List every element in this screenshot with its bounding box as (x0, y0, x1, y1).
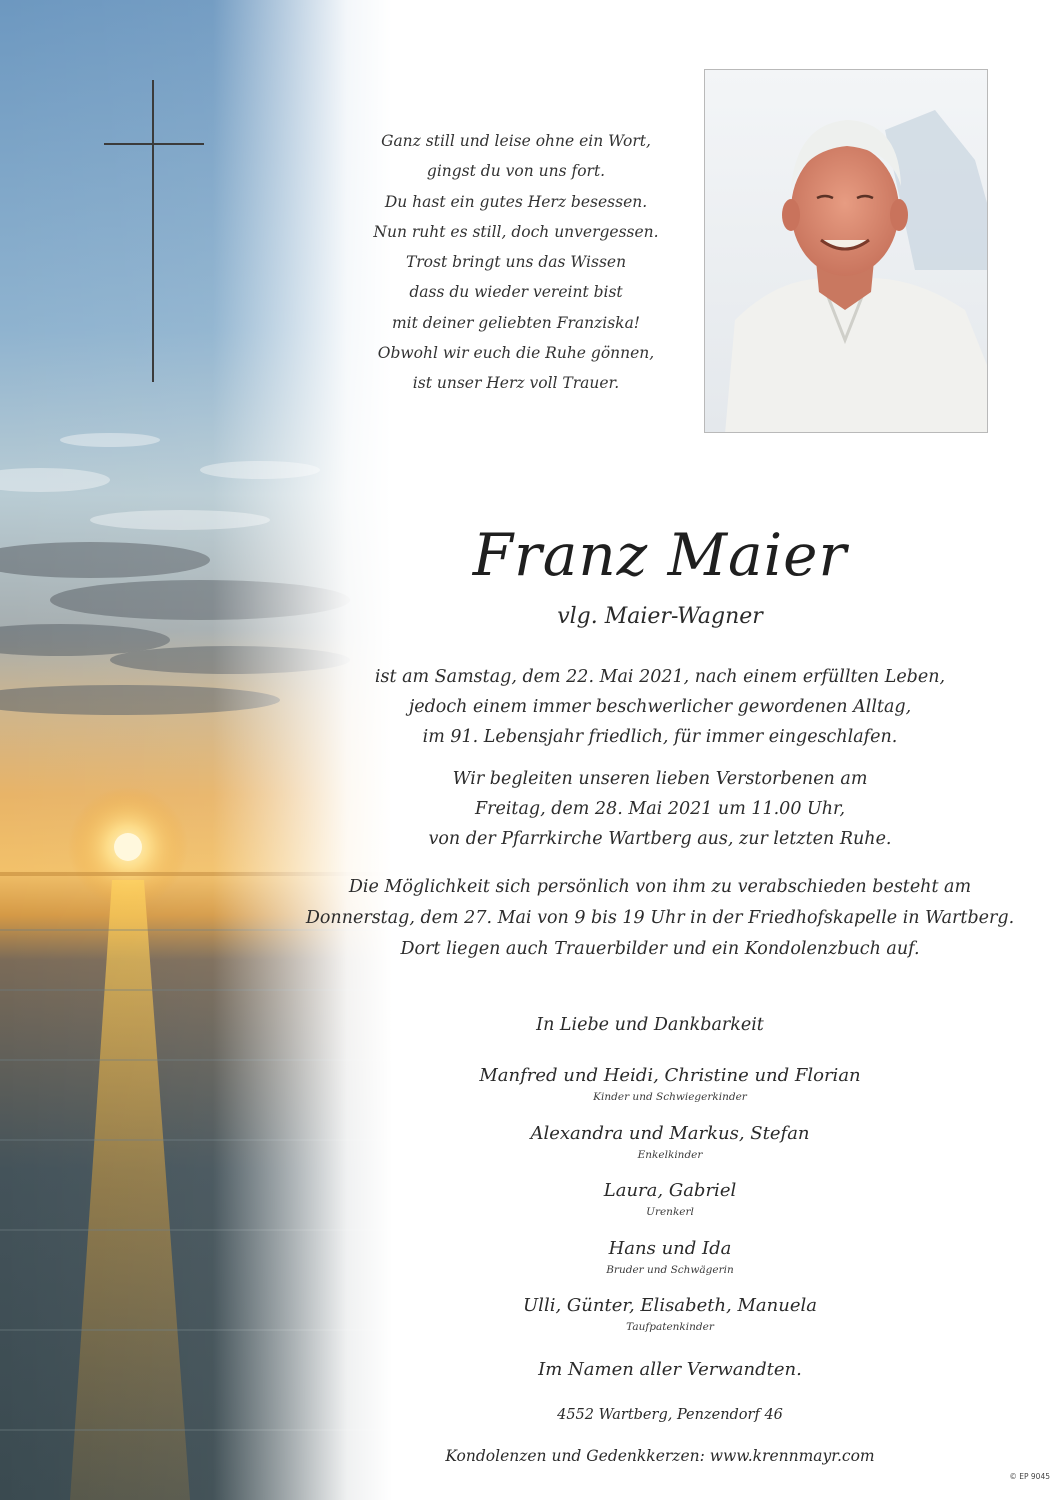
farewell-line: Dort liegen auch Trauerbilder und ein Kondolenzbuch auf. (400, 939, 920, 959)
mourners-list (430, 1062, 910, 1350)
mourner-names: Laura, Gabriel (603, 1180, 737, 1201)
poem-line: Trost bringt uns das Wissen (405, 253, 627, 272)
condolence-link[interactable]: Kondolenzen und Gedenkkerzen: www.krennmayr.com (445, 1447, 875, 1465)
farewell-details (300, 872, 1020, 965)
announcement-line: jedoch einem immer beschwerlicher gewordenen Alltag, (408, 697, 912, 717)
mourner-group (430, 1235, 910, 1293)
funeral-line: Wir begleiten unseren lieben Verstorbenen am (452, 769, 868, 789)
poem-line: Du hast ein gutes Herz besessen. (384, 192, 648, 211)
poem-line: Nun ruht es still, doch unvergessen. (373, 222, 659, 241)
farewell-line: Die Möglichkeit sich persönlich von ihm zu verabschieden besteht am (348, 877, 972, 897)
mourner-names: Manfred und Heidi, Christine und Florian (479, 1065, 861, 1086)
poem-line: gingst du von uns fort. (426, 162, 606, 181)
family-address: 4552 Wartberg, Penzendorf 46 (557, 1407, 783, 1423)
announcement-line: im 91. Lebensjahr friedlich, für immer eingeschlafen. (422, 727, 898, 747)
poem-line: ist unser Herz voll Trauer. (412, 374, 620, 393)
mourner-group (430, 1120, 910, 1178)
memorial-poem (356, 126, 676, 399)
funeral-line: von der Pfarrkirche Wartberg aus, zur letzten Ruhe. (428, 829, 892, 849)
poem-line: dass du wieder vereint bist (409, 283, 623, 302)
deceased-vulgo-name: vlg. Maier-Wagner (557, 604, 763, 629)
mourner-names: Hans und Ida (608, 1237, 732, 1259)
mourner-relation: Bruder und Schwägerin (606, 1263, 734, 1276)
mourner-names: Ulli, Günter, Elisabeth, Manuela (523, 1295, 817, 1316)
funeral-line: Freitag, dem 28. Mai 2021 um 11.00 Uhr, (474, 799, 846, 819)
poem-line: mit deiner geliebten Franziska! (391, 313, 641, 332)
funeral-details (330, 764, 990, 854)
mourner-relation: Kinder und Schwiegerkinder (593, 1091, 747, 1103)
mourner-group (430, 1062, 910, 1120)
mourner-relation: Urenkerl (646, 1206, 694, 1218)
poem-line: Ganz still und leise ohne ein Wort, (381, 132, 651, 150)
signoff-intro: In Liebe und Dankbarkeit (536, 1015, 764, 1035)
deceased-name: Franz Maier (472, 521, 848, 589)
death-announcement (330, 662, 990, 752)
cross-icon (104, 80, 204, 382)
mourner-relation: Enkelkinder (637, 1148, 703, 1161)
mourner-group (430, 1292, 910, 1350)
mourner-relation: Taufpatenkinder (626, 1321, 714, 1333)
mourner-group (430, 1177, 910, 1235)
portrait-photo (704, 69, 988, 433)
mourner-names: Alexandra und Markus, Stefan (530, 1122, 810, 1144)
closing-line: Im Namen aller Verwandten. (538, 1359, 802, 1380)
portrait-image (705, 70, 988, 433)
farewell-line: Donnerstag, dem 27. Mai von 9 bis 19 Uhr in der Friedhofskapelle in Wartberg. (305, 908, 1015, 928)
announcement-line: ist am Samstag, dem 22. Mai 2021, nach einem erfüllten Leben, (374, 667, 946, 687)
poem-line: Obwohl wir euch die Ruhe gönnen, (377, 344, 655, 363)
print-code: © EP 9045 (1009, 1472, 1050, 1481)
